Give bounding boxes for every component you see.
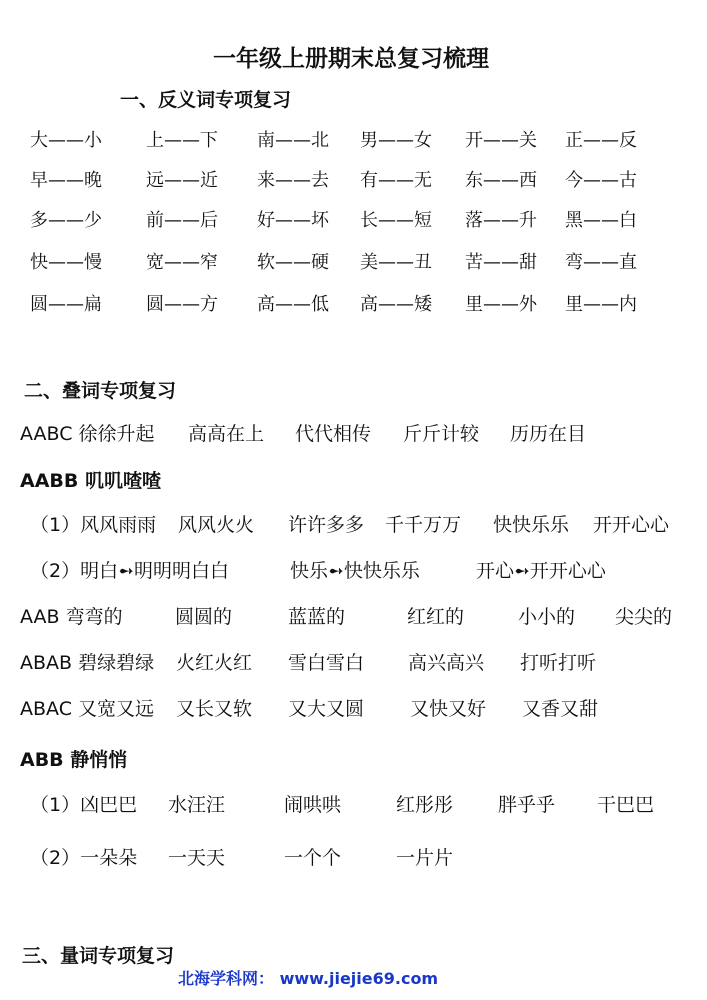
antonym-pair: 软——硬 [257, 252, 329, 273]
antonym-pair: 落——升 [465, 210, 537, 231]
aabc-item: AABC 徐徐升起 [20, 423, 155, 445]
abb-item: （2）一朵朵 [30, 847, 138, 869]
aabb-item: 许许多多 [288, 514, 365, 536]
aabb-item: 快乐➻快快乐乐 [290, 560, 420, 582]
antonym-pair: 上——下 [146, 130, 218, 151]
antonym-pair: 高——矮 [360, 294, 432, 315]
section3-heading: 三、量词专项复习 [22, 945, 175, 967]
footer-watermark: 北海学科网： www.jiejie69.com [178, 969, 439, 988]
antonym-pair: 东——西 [465, 170, 537, 191]
section1-heading: 一、反义词专项复习 [120, 89, 292, 111]
aabb-item: 开心➻开开心心 [476, 560, 606, 582]
abab-item: ABAB 碧绿碧绿 [20, 652, 155, 674]
aabb-item: 千千万万 [385, 514, 462, 536]
antonym-pair: 黑——白 [565, 210, 637, 231]
abb-item: 一个个 [284, 847, 342, 869]
abac-item: ABAC 又宽又远 [20, 698, 155, 720]
antonym-pair: 里——内 [565, 294, 637, 315]
antonym-pair: 男——女 [360, 130, 432, 151]
aab-item: 红红的 [407, 606, 465, 628]
abac-item: 又长又软 [176, 698, 253, 720]
abab-item: 火红火红 [176, 652, 253, 674]
abac-item: 又大又圆 [288, 698, 365, 720]
abab-item: 雪白雪白 [288, 652, 365, 674]
abb-item: （1）凶巴巴 [30, 794, 138, 816]
antonym-pair: 美——丑 [360, 252, 432, 273]
abac-item: 又香又甜 [522, 698, 599, 720]
antonym-pair: 有——无 [360, 170, 432, 191]
antonym-pair: 宽——窄 [146, 252, 218, 273]
antonym-pair: 圆——扁 [30, 294, 102, 315]
abb-item: 胖乎乎 [498, 794, 556, 816]
antonym-pair: 前——后 [146, 210, 218, 231]
antonym-pair: 高——低 [257, 294, 329, 315]
aab-item: 圆圆的 [175, 606, 233, 628]
aabb-item: 快快乐乐 [493, 514, 570, 536]
antonym-pair: 快——慢 [30, 252, 102, 273]
antonym-pair: 大——小 [30, 130, 102, 151]
aab-item: 尖尖的 [615, 606, 673, 628]
antonym-pair: 正——反 [565, 130, 637, 151]
aabc-item: 斤斤计较 [403, 423, 480, 445]
aabb-item: 风风火火 [178, 514, 255, 536]
page-title: 一年级上册期末总复习梳理 [213, 46, 489, 72]
antonym-pair: 今——古 [565, 170, 637, 191]
aab-item: 小小的 [518, 606, 576, 628]
antonym-pair: 弯——直 [565, 252, 637, 273]
antonym-pair: 里——外 [465, 294, 537, 315]
antonym-pair: 早——晚 [30, 170, 102, 191]
aabc-item: 高高在上 [188, 423, 265, 445]
aabb-item: （2）明白➻明明明白白 [30, 560, 230, 582]
antonym-pair: 好——坏 [257, 210, 329, 231]
aabb-heading: AABB 叽叽喳喳 [20, 470, 161, 492]
antonym-pair: 来——去 [257, 170, 329, 191]
aab-item: AAB 弯弯的 [20, 606, 123, 628]
abab-item: 高兴高兴 [408, 652, 485, 674]
aabc-item: 历历在目 [510, 423, 587, 445]
antonym-pair: 苦——甜 [465, 252, 537, 273]
antonym-pair: 圆——方 [146, 294, 218, 315]
abb-item: 一天天 [168, 847, 226, 869]
aabb-item: 开开心心 [593, 514, 670, 536]
abab-item: 打听打听 [520, 652, 597, 674]
aabb-item: （1）风风雨雨 [30, 514, 157, 536]
aabc-item: 代代相传 [295, 423, 372, 445]
abb-heading: ABB 静悄悄 [20, 749, 128, 771]
abb-item: 一片片 [396, 847, 454, 869]
abb-item: 红彤彤 [396, 794, 454, 816]
abb-item: 闹哄哄 [284, 794, 342, 816]
abb-item: 水汪汪 [168, 794, 226, 816]
aab-item: 蓝蓝的 [288, 606, 346, 628]
antonym-pair: 多——少 [30, 210, 102, 231]
abac-item: 又快又好 [410, 698, 487, 720]
antonym-pair: 南——北 [257, 130, 329, 151]
section2-heading: 二、叠词专项复习 [24, 380, 177, 402]
abb-item: 干巴巴 [597, 794, 655, 816]
antonym-pair: 长——短 [360, 210, 432, 231]
antonym-pair: 开——关 [465, 130, 537, 151]
antonym-pair: 远——近 [146, 170, 218, 191]
